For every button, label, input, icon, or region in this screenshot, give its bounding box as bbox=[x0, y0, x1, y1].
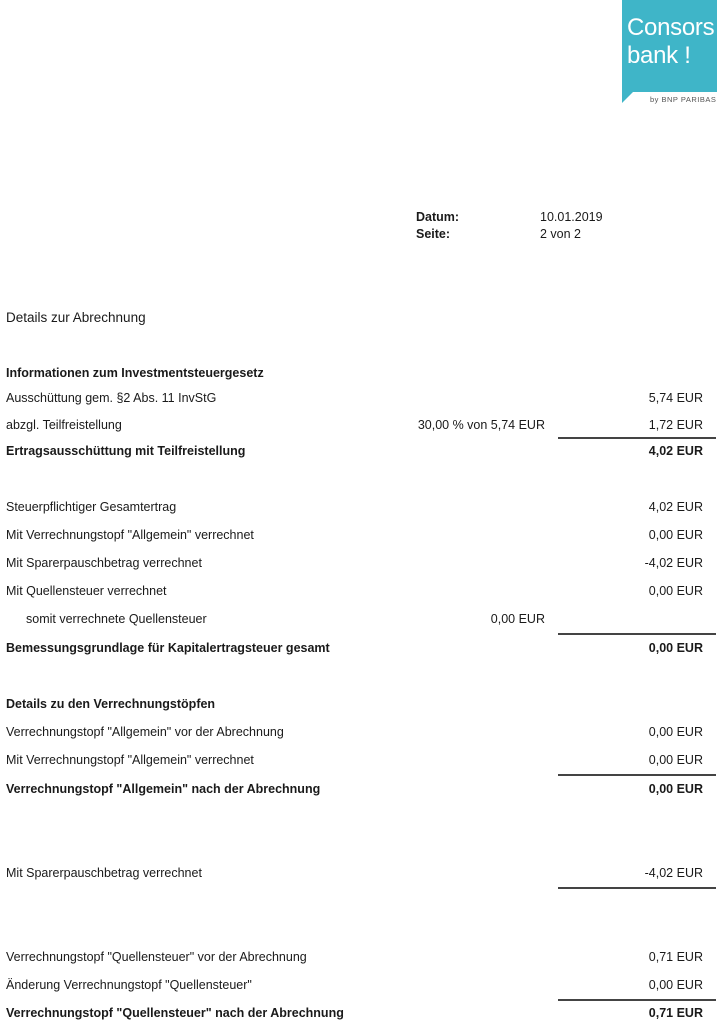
date-label: Datum: bbox=[416, 210, 460, 224]
pots-heading: Details zu den Verrechnungstöpfen bbox=[6, 697, 216, 711]
tax-row-amount: -4,02 EUR bbox=[644, 556, 703, 570]
logo-tail bbox=[622, 91, 634, 103]
saver-amount: -4,02 EUR bbox=[644, 866, 703, 880]
tax-row-label: Steuerpflichtiger Gesamtertrag bbox=[6, 500, 177, 514]
saver-label: Mit Sparerpauschbetrag verrechnet bbox=[6, 866, 202, 880]
withholding-row-amount: 0,00 EUR bbox=[648, 978, 703, 992]
sum-rule bbox=[558, 633, 716, 635]
page-label: Seite: bbox=[416, 227, 451, 241]
tax-row-amount: 0,00 EUR bbox=[648, 528, 703, 542]
tax-row-label: Mit Quellensteuer verrechnet bbox=[6, 584, 167, 598]
logo-text bbox=[627, 14, 714, 70]
invest-row-label: Ausschüttung gem. §2 Abs. 11 InvStG bbox=[6, 391, 217, 405]
sum-rule bbox=[558, 999, 716, 1001]
withholding-row-label: Änderung Verrechnungstopf "Quellensteuer" bbox=[6, 978, 252, 992]
invest-row-label: abzgl. Teilfreistellung bbox=[6, 418, 122, 432]
tax-total-label: Bemessungsgrundlage für Kapitalertragsteuer gesamt bbox=[6, 641, 330, 655]
logo-line-1: Consors bbox=[627, 14, 715, 41]
withholding-row-label: Verrechnungstopf "Quellensteuer" vor der Abrechnung bbox=[6, 950, 307, 964]
invest-row-amount: 5,74 EUR bbox=[648, 391, 703, 405]
sum-rule bbox=[558, 887, 716, 889]
logo-line-2: bank ! bbox=[627, 42, 691, 69]
withholding-row-amount: 0,71 EUR bbox=[648, 950, 703, 964]
pots-total-label: Verrechnungstopf "Allgemein" nach der Abrechnung bbox=[6, 782, 321, 796]
sum-rule bbox=[558, 437, 716, 439]
invest-row-amount: 1,72 EUR bbox=[648, 418, 703, 432]
page-value: 2 von 2 bbox=[540, 227, 582, 241]
pots-total-amount: 0,00 EUR bbox=[648, 782, 703, 796]
invest-row-detail: 30,00 % von 5,74 EUR bbox=[417, 418, 545, 432]
tax-sub-label: somit verrechnete Quellensteuer bbox=[26, 612, 207, 626]
tax-sub-amount: 0,00 EUR bbox=[490, 612, 545, 626]
invest-total-amount: 4,02 EUR bbox=[648, 444, 703, 458]
pots-row-label: Verrechnungstopf "Allgemein" vor der Abrechnung bbox=[6, 725, 284, 739]
page-title: Details zur Abrechnung bbox=[6, 310, 146, 325]
withholding-total-amount: 0,71 EUR bbox=[648, 1006, 703, 1020]
invest-heading: Informationen zum Investmentsteuergesetz bbox=[6, 366, 264, 380]
tax-total-amount: 0,00 EUR bbox=[648, 641, 703, 655]
tax-row-label: Mit Verrechnungstopf "Allgemein" verrechnet bbox=[6, 528, 254, 542]
tax-row-label: Mit Sparerpauschbetrag verrechnet bbox=[6, 556, 202, 570]
invest-total-label: Ertragsausschüttung mit Teilfreistellung bbox=[6, 444, 246, 458]
tax-row-amount: 4,02 EUR bbox=[648, 500, 703, 514]
date-value: 10.01.2019 bbox=[540, 210, 603, 224]
tax-row-amount: 0,00 EUR bbox=[648, 584, 703, 598]
pots-row-amount: 0,00 EUR bbox=[648, 753, 703, 767]
pots-row-label: Mit Verrechnungstopf "Allgemein" verrechnet bbox=[6, 753, 254, 767]
pots-row-amount: 0,00 EUR bbox=[648, 725, 703, 739]
logo-subtitle: by BNP PARIBAS bbox=[650, 95, 717, 104]
withholding-total-label: Verrechnungstopf "Quellensteuer" nach der Abrechnung bbox=[6, 1006, 344, 1020]
sum-rule bbox=[558, 774, 716, 776]
